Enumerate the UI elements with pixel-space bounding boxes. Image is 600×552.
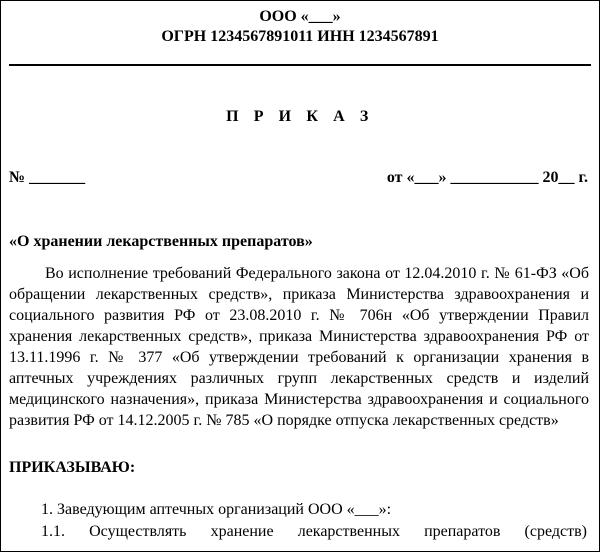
order-date-line: от «___» ___________ 20__ г. xyxy=(386,169,588,186)
order-number-line: № _______ xyxy=(9,169,86,186)
order-item-1-1 xyxy=(41,523,587,541)
document-title: П Р И К А З xyxy=(226,108,374,125)
order-subject: «О хранении лекарственных препаратов» xyxy=(9,233,313,250)
order-item-1: 1. Заведующим аптечных организаций ООО «___»: xyxy=(41,501,392,518)
organization-header xyxy=(1,7,599,47)
header-divider xyxy=(9,64,591,66)
order-heading: ПРИКАЗЫВАЮ: xyxy=(9,459,136,476)
organization-name: ООО «___» xyxy=(259,8,341,25)
preamble-paragraph: Во исполнение требований Федерального закона от 12.04.2010 г. № 61-ФЗ «Об обращении лекарственных средств», приказа Министерства здравоохранения и социального развития РФ от 23.08.2010 г. № 706н «Об утверждении Правил хранения лекарственных средств», приказа Министерства здравоохранения РФ от 13.11.1996 г. № 377 «Об утверждении требований к организации хранения в аптечных учреждениях различных групп лекарственных средств и изделий медицинского назначения», приказа Министерства здравоохранения и социального развития РФ от 14.12.2005 г. № 785 «О порядке отпуска лекарственных средств» xyxy=(9,265,589,429)
order-body xyxy=(9,263,589,431)
order-item-1-1-text: 1.1. Осуществлять хранение лекарственных препаратов (средств) xyxy=(41,523,587,540)
organization-ids: ОГРН 1234567891011 ИНН 1234567891 xyxy=(161,28,439,45)
